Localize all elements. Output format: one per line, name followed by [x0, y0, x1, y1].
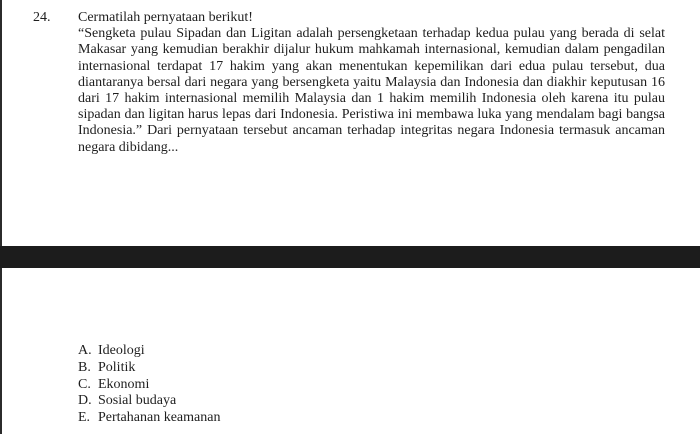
option-text: Ideologi	[98, 343, 145, 358]
option-text: Ekonomi	[98, 376, 150, 392]
question-block	[78, 10, 665, 156]
question-instruction: Cermatilah pernyataan berikut!	[78, 10, 253, 25]
option-letter: C.	[78, 376, 91, 392]
option-b[interactable]	[78, 360, 220, 377]
option-text: Sosial budaya	[98, 393, 177, 409]
question-number: 24.	[33, 10, 51, 25]
option-e[interactable]	[78, 410, 220, 427]
option-c[interactable]	[78, 377, 220, 394]
answer-options	[78, 343, 220, 427]
option-letter: B.	[78, 359, 91, 375]
option-letter: A.	[78, 343, 92, 358]
page-separator-bar	[0, 246, 700, 268]
option-a[interactable]	[78, 343, 220, 360]
question-passage: “Sengketa pulau Sipadan dan Ligitan adalah persengketaan terhadap kedua pulau yang berada di selat Makasar yang kemudian berakhir dijalur hukum mahkamah internasional, kemudian dalam pengadilan internasional terdapat 17 hakim yang akan menentukan kepemilikan dari edua pulau tersebut, dua diantaranya bersal dari negara yang bersengketa yaitu Malaysia dan Indonesia dan diakhir keputusan 16 dari 17 hakim internasional memilih Malaysia dan 1 hakim memilih Indonesia oleh karena itu pulau sipadan dan ligitan harus lepas dari Indonesia. Peristiwa ini membawa luka yang mendalam bagi bangsa Indonesia.” Dari pernyataan tersebut ancaman terhadap integritas negara Indonesia termasuk ancaman negara dibidang...	[78, 26, 665, 155]
option-text: Politik	[98, 359, 136, 375]
option-d[interactable]	[78, 393, 220, 410]
option-letter: D.	[78, 393, 92, 409]
option-text: Pertahanan keamanan	[98, 410, 221, 426]
option-letter: E.	[78, 410, 91, 426]
